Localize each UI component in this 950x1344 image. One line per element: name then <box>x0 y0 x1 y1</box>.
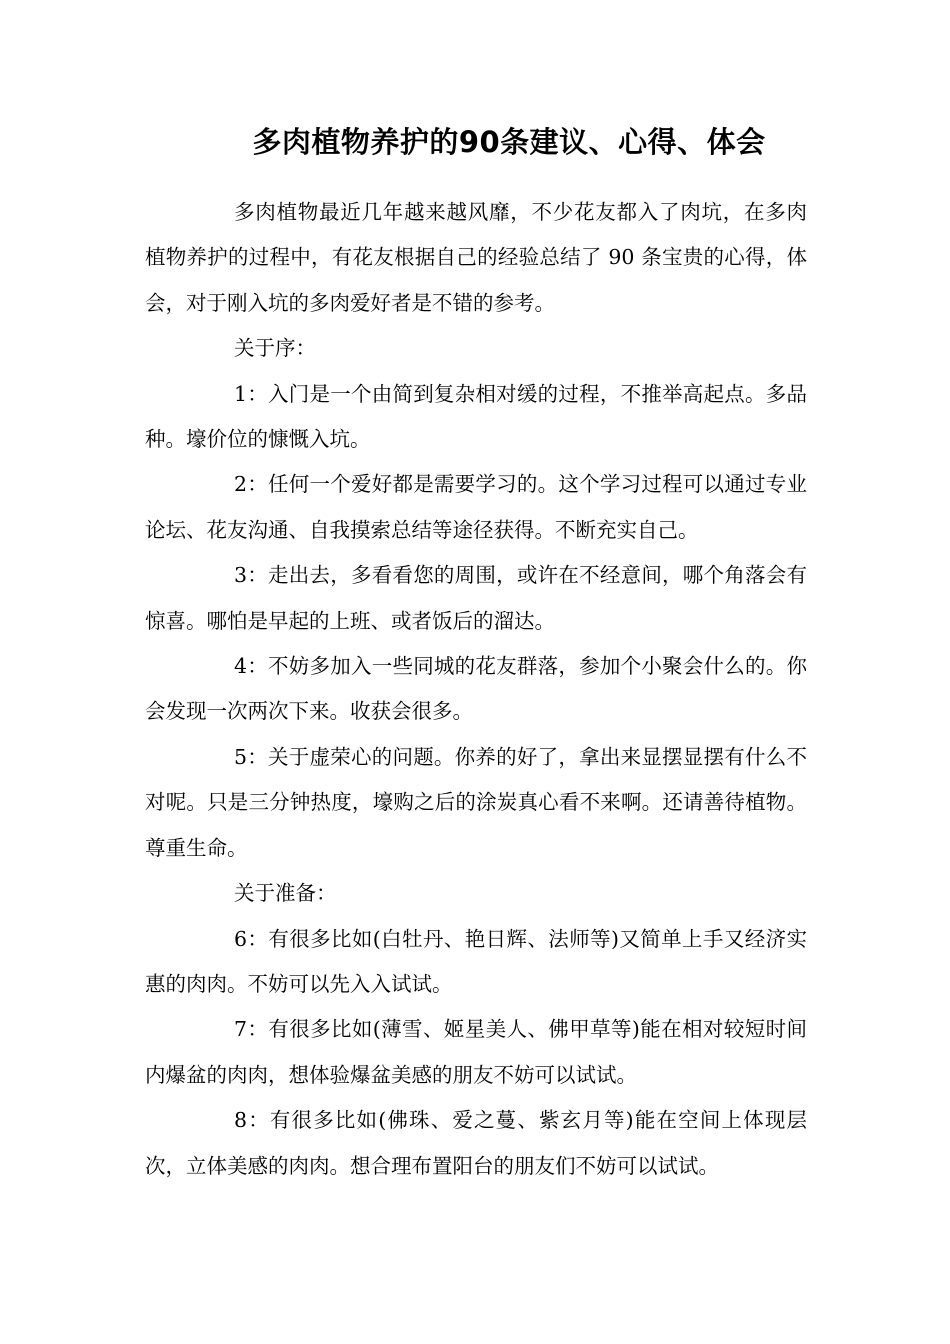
document-title: 多肉植物养护的90条建议、心得、体会 <box>252 125 766 159</box>
tip-item-1: 1：入门是一个由简到复杂相对缓的过程，不推举高起点。多品种。壕价位的慷慨入坑。 <box>145 381 807 452</box>
section-heading-preface: 关于序： <box>234 336 316 361</box>
document-body <box>145 190 807 1189</box>
tip-item-2: 2：任何一个爱好都是需要学习的。这个学习过程可以通过专业论坛、花友沟通、自我摸索总结等途径获得。不断充实自己。 <box>145 472 807 542</box>
tip-item-7: 7：有很多比如(薄雪、姬星美人、佛甲草等)能在相对较短时间内爆盆的肉肉，想体验爆盆美感的朋友不妨可以试试。 <box>145 1017 807 1087</box>
paragraph-intro: 多肉植物最近几年越来越风靡，不少花友都入了肉坑，在多肉植物养护的过程中，有花友根据自己的经验总结了 90 条宝贵的心得，体会，对于刚入坑的多肉爱好者是不错的参考。 <box>145 200 807 315</box>
tip-item-4: 4：不妨多加入一些同城的花友群落，参加个小聚会什么的。你会发现一次两次下来。收获会很多。 <box>145 654 807 724</box>
tip-item-5: 5：关于虚荣心的问题。你养的好了，拿出来显摆显摆有什么不对呢。只是三分钟热度，壕购之后的涂炭真心看不来啊。还请善待植物。尊重生命。 <box>145 744 807 860</box>
section-heading-preparation: 关于准备： <box>234 881 337 906</box>
tip-item-3: 3：走出去，多看看您的周围，或许在不经意间，哪个角落会有惊喜。哪怕是早起的上班、或者饭后的溜达。 <box>145 563 807 633</box>
tip-item-8: 8：有很多比如(佛珠、爱之蔓、紫玄月等)能在空间上体现层次，立体美感的肉肉。想合理布置阳台的朋友们不妨可以试试。 <box>145 1108 807 1178</box>
tip-item-6: 6：有很多比如(白牡丹、艳日辉、法师等)又简单上手又经济实惠的肉肉。不妨可以先入入试试。 <box>145 926 807 996</box>
